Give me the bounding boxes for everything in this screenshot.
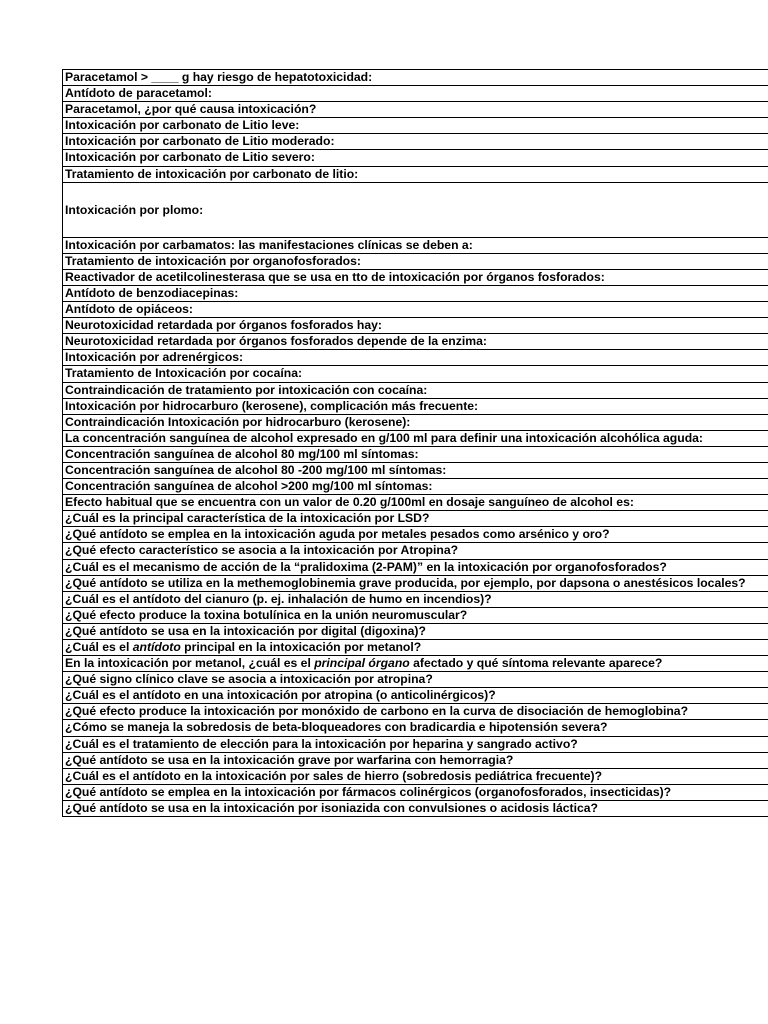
emphasis-text: principal órgano [314,656,410,671]
table-row [63,334,768,350]
table-row [63,118,768,134]
row-text: ¿Cuál es el [65,640,133,654]
row-text: ¿Qué efecto produce la toxina botulínica en la unión neuromuscular? [65,607,468,622]
row-text: Concentración sanguínea de alcohol 80 -200 mg/100 ml síntomas: [65,462,447,477]
table-row [63,286,768,302]
row-text: La concentración sanguínea de alcohol expresado en g/100 ml para definir una intoxicación alcohólica aguda: [65,430,703,445]
table-row [63,785,768,801]
row-text: En la intoxicación por metanol, ¿cuál es el [65,656,315,671]
table-row [63,704,768,720]
row-text: Contraindicación de tratamiento por intoxicación con cocaína: [65,382,428,397]
table-row [63,431,768,447]
row-text: ¿Cuál es la principal característica de la intoxicación por LSD? [65,511,430,526]
table-row [63,801,768,817]
table-row [63,720,768,736]
row-text: afectado y qué síntoma relevante aparece? [409,656,663,671]
table-row [63,640,768,656]
row-text: Neurotoxicidad retardada por órganos fosforados depende de la enzima: [65,334,487,349]
table-row [63,479,768,495]
table-row [63,447,768,463]
row-text: ¿Qué antídoto se usa en la intoxicación grave por warfarina con hemorragia? [65,752,514,767]
question-table [62,69,768,817]
table-row [63,769,768,785]
table-row [63,270,768,286]
row-text: Neurotoxicidad retardada por órganos fosforados hay: [65,318,382,333]
table-row [63,350,768,366]
row-text: ¿Cómo se maneja la sobredosis de beta-bloqueadores con bradicardia e hipotensión severa? [65,720,608,735]
row-text: Antídoto de opiáceos: [65,302,193,317]
row-text: Paracetamol, ¿por qué causa intoxicación? [65,102,317,117]
table-row [63,183,768,238]
table-row [63,527,768,543]
table-row [63,463,768,479]
row-text: Efecto habitual que se encuentra con un valor de 0.20 g/100ml en dosaje sanguíneo de alcohol es: [65,495,634,510]
table-row [63,167,768,183]
table-row [63,134,768,150]
table-row [63,560,768,576]
row-text: Intoxicación por carbamatos: las manifestaciones clínicas se deben a: [65,237,473,252]
row-text: ¿Qué antídoto se usa en la intoxicación por digital (digoxina)? [65,623,426,638]
row-text: ¿Cuál es el antídoto en una intoxicación por atropina (o anticolinérgicos)? [65,688,496,703]
row-text: Concentración sanguínea de alcohol 80 mg/100 ml síntomas: [65,446,419,461]
table-row [63,415,768,431]
row-text: ¿Qué antídoto se utiliza en la methemoglobinemia grave producida, por ejemplo, por dapsona o anestésicos locales? [65,575,746,590]
row-text: Tratamiento de intoxicación por organofosforados: [65,253,361,268]
row-text: Intoxicación por carbonato de Litio moderado: [65,134,335,149]
row-text: ¿Qué efecto característico se asocia a la intoxicación por Atropina? [65,543,459,558]
row-text: Contraindicación Intoxicación por hidrocarburo (kerosene): [65,414,411,429]
row-text: Tratamiento de Intoxicación por cocaína: [65,366,303,381]
table-row [63,86,768,102]
table-row [63,511,768,527]
table-row [63,399,768,415]
row-text: ¿Qué antídoto se emplea en la intoxicación por fármacos colinérgicos (organofosforados, insecticidas)? [65,784,672,799]
table-row [63,302,768,318]
table-row [63,592,768,608]
row-text: Intoxicación por hidrocarburo (kerosene), complicación más frecuente: [65,398,479,413]
row-text: ¿Qué signo clínico clave se asocia a intoxicación por atropina? [65,672,433,687]
table-row [63,576,768,592]
row-text: ¿Qué efecto produce la intoxicación por monóxido de carbono en la curva de disociación de hemoglobina? [65,704,689,719]
table-row [63,366,768,382]
table-row [63,672,768,688]
row-text: ¿Cuál es el antídoto del cianuro (p. ej. inhalación de humo en incendios)? [65,591,492,606]
table-row [63,495,768,511]
table-row [63,102,768,118]
table-row [63,150,768,166]
row-text: Intoxicación por carbonato de Litio leve: [65,118,300,133]
row-text: Concentración sanguínea de alcohol >200 mg/100 ml síntomas: [65,479,433,494]
emphasis-text: antídoto [132,640,181,654]
table-row [63,737,768,753]
row-text: Antídoto de benzodiacepinas: [65,285,239,300]
table-row [63,318,768,334]
table-row [63,238,768,254]
table-row [63,753,768,769]
row-text: Tratamiento de intoxicación por carbonato de litio: [65,166,359,181]
row-text: Intoxicación por plomo: [65,202,204,217]
row-text: principal en la intoxicación por metanol? [180,640,422,654]
table-row [63,688,768,704]
table-row [63,624,768,640]
row-text: Reactivador de acetilcolinesterasa que se usa en tto de intoxicación por órganos fosforados: [65,269,605,284]
table-row [63,608,768,624]
row-text: ¿Cuál es el antídoto en la intoxicación por sales de hierro (sobredosis pediátrica frecuente)? [65,768,603,783]
table-row [63,656,768,672]
row-text: ¿Qué antídoto se usa en la intoxicación por isoniazida con convulsiones o acidosis láctica? [65,800,598,815]
row-text: ¿Cuál es el tratamiento de elección para la intoxicación por heparina y sangrado activo? [65,736,578,751]
row-text: Intoxicación por carbonato de Litio severo: [65,150,315,165]
row-text: Paracetamol > ____ g hay riesgo de hepatotoxicidad: [65,70,373,84]
row-text: ¿Cuál es el mecanismo de acción de la “pralidoxima (2-PAM)” en la intoxicación por organofosforados? [65,559,667,574]
table-row [63,543,768,559]
table-row [63,383,768,399]
table-row [63,70,768,86]
row-text: Intoxicación por adrenérgicos: [65,350,244,365]
row-text: ¿Qué antídoto se emplea en la intoxicación aguda por metales pesados como arsénico y oro? [65,527,610,542]
row-text: Antídoto de paracetamol: [65,86,212,101]
table-row [63,254,768,270]
